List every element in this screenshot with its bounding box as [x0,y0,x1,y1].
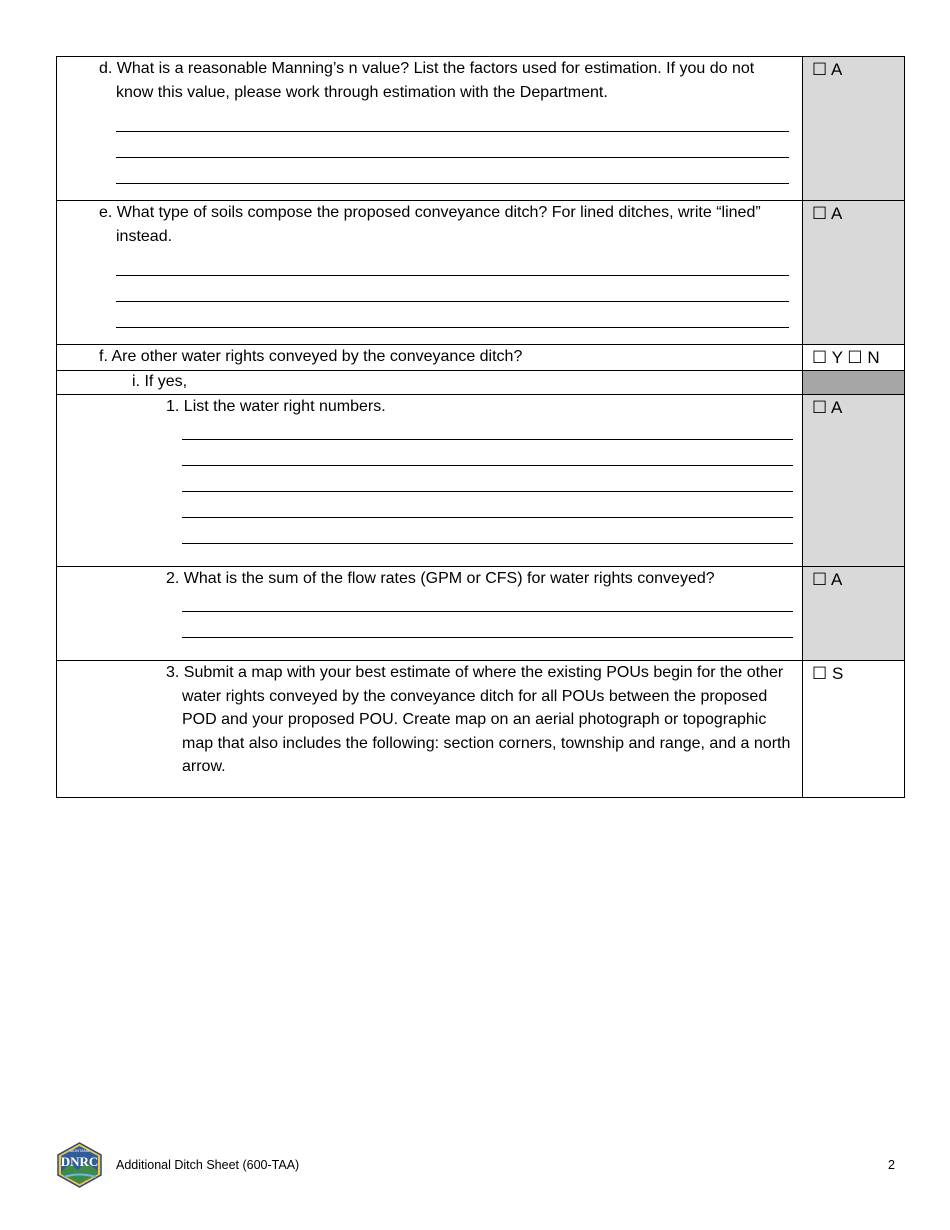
answer-line[interactable] [116,275,789,276]
question-3-cell [57,661,803,798]
if-yes-row [57,371,905,395]
question-e-cell [57,201,803,345]
question-3-row [57,661,905,798]
question-2-option[interactable]: ☐ A [803,567,905,661]
question-e-text: e. What type of soils compose the proposed conveyance ditch? For lined ditches, write “lined” instead. [99,204,761,245]
question-d-option[interactable]: ☐ A [803,57,905,201]
dnrc-logo-icon [56,1142,103,1188]
question-f-option[interactable]: ☐ Y ☐ N [803,345,905,371]
if-yes-cell [57,371,803,395]
question-d-cell [57,57,803,201]
answer-line[interactable] [116,183,789,184]
answer-line[interactable] [182,465,793,466]
answer-line[interactable] [182,637,793,638]
question-e-option[interactable]: ☐ A [803,201,905,345]
question-2-cell [57,567,803,661]
question-3-option[interactable]: ☐ S [803,661,905,798]
form-table [56,56,905,798]
question-f-cell [57,345,803,371]
answer-line[interactable] [182,491,793,492]
page-number: 2 [888,1158,895,1172]
question-1-cell [57,395,803,567]
question-d-text: d. What is a reasonable Manning’s n value? List the factors used for estimation. If you do not know this value, please work through estimation with the Department. [99,60,755,101]
logo-subtext: MONTANA [69,1148,90,1153]
question-3-text: 3. Submit a map with your best estimate of where the existing POUs begin for the other water rights conveyed by the conveyance ditch for all POUs between the proposed POD and your proposed POU. Create map on an aerial photograph or topographic map that also includes the following: section corners, township and range, and a north arrow. [166,664,791,775]
answer-line[interactable] [116,131,789,132]
question-2-text: 2. What is the sum of the flow rates (GPM or CFS) for water rights conveyed? [166,570,715,587]
answer-line[interactable] [182,439,793,440]
question-f-text: f. Are other water rights conveyed by the conveyance ditch? [99,348,523,365]
if-yes-option-blank [803,371,905,395]
question-2-row [57,567,905,661]
question-1-text: 1. List the water right numbers. [166,398,386,415]
answer-line[interactable] [182,543,793,544]
answer-line[interactable] [116,301,789,302]
question-f-row [57,345,905,371]
question-1-option[interactable]: ☐ A [803,395,905,567]
answer-line[interactable] [182,611,793,612]
question-d-row [57,57,905,201]
question-e-row [57,201,905,345]
answer-line[interactable] [116,327,789,328]
footer-title: Additional Ditch Sheet (600-TAA) [116,1158,300,1172]
answer-line[interactable] [116,157,789,158]
page-footer [56,1142,895,1188]
if-yes-text: i. If yes, [132,373,188,390]
logo-text: DNRC [60,1154,99,1169]
question-1-row [57,395,905,567]
answer-line[interactable] [182,517,793,518]
